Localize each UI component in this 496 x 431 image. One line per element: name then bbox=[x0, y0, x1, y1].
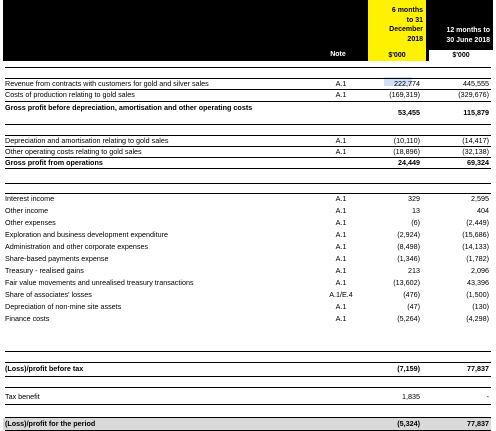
divider bbox=[5, 387, 491, 388]
row-value-six-months: 53,455 bbox=[398, 108, 420, 117]
row-note: A.1 bbox=[335, 136, 347, 145]
table-row bbox=[5, 146, 491, 157]
row-note: A.1/E.4 bbox=[329, 290, 353, 299]
row-value-six-months: (6) bbox=[411, 218, 420, 227]
row-label: Fair value movements and unrealised treasury transactions bbox=[5, 278, 194, 287]
row-note: A.1 bbox=[335, 79, 347, 88]
table-header bbox=[3, 0, 493, 61]
row-value-twelve-months: 2,096 bbox=[471, 266, 489, 275]
row-label: Depreciation and amortisation relating to gold sales bbox=[5, 136, 169, 145]
row-label: Tax benefit bbox=[5, 392, 40, 401]
table-row bbox=[5, 241, 491, 252]
row-value-twelve-months: 2,595 bbox=[471, 194, 489, 203]
table-row bbox=[5, 391, 491, 402]
table-row bbox=[5, 289, 491, 300]
row-value-twelve-months: 115,879 bbox=[463, 108, 489, 117]
row-label: Depreciation of non-mine site assets bbox=[5, 302, 122, 311]
row-value-twelve-months: (1,500) bbox=[466, 290, 489, 299]
twelve-months-column-header bbox=[429, 0, 493, 61]
row-label: Other expenses bbox=[5, 218, 56, 227]
row-label: Share-based payments expense bbox=[5, 254, 109, 263]
row-value-six-months: (1,346) bbox=[397, 254, 420, 263]
row-value-twelve-months: (14,133) bbox=[462, 242, 489, 251]
table-row bbox=[5, 157, 491, 168]
row-value-twelve-months: 404 bbox=[477, 206, 489, 215]
row-value-twelve-months: 77,837 bbox=[467, 364, 489, 373]
row-note: A.1 bbox=[335, 230, 347, 239]
table-row bbox=[5, 217, 491, 228]
row-value-six-months: 222,774 bbox=[394, 79, 420, 88]
row-value-six-months: (169,319) bbox=[389, 90, 420, 99]
row-label: Other operating costs relating to gold sales bbox=[5, 147, 142, 156]
row-value-six-months: 24,449 bbox=[398, 158, 420, 167]
table-row bbox=[5, 229, 491, 240]
note-column-header: Note bbox=[330, 51, 346, 58]
six-months-column-header bbox=[368, 0, 426, 61]
table-row bbox=[5, 277, 491, 288]
row-note: A.1 bbox=[335, 314, 347, 323]
row-label: Exploration and business development expenditure bbox=[5, 230, 169, 239]
divider bbox=[5, 404, 491, 405]
row-value-six-months: 213 bbox=[408, 266, 420, 275]
row-label: Treasury - realised gains bbox=[5, 266, 84, 275]
row-value-twelve-months: (130) bbox=[472, 302, 489, 311]
row-label: Finance costs bbox=[5, 314, 50, 323]
table-row bbox=[5, 363, 491, 374]
row-value-twelve-months: (32,138) bbox=[462, 147, 489, 156]
row-note: A.1 bbox=[335, 302, 347, 311]
row-value-twelve-months: (14,417) bbox=[462, 136, 489, 145]
row-note: A.1 bbox=[335, 206, 347, 215]
row-value-twelve-months: (15,686) bbox=[462, 230, 489, 239]
row-label: Interest income bbox=[5, 194, 55, 203]
table-row bbox=[5, 193, 491, 204]
row-note: A.1 bbox=[335, 90, 347, 99]
row-label: Administration and other corporate expenses bbox=[5, 242, 149, 251]
row-value-twelve-months: 445,555 bbox=[463, 79, 489, 88]
table-row bbox=[5, 102, 491, 124]
row-label: Other income bbox=[5, 206, 49, 215]
six-months-label: 6 months to 31 December 2018 bbox=[389, 7, 423, 43]
row-value-twelve-months: 77,837 bbox=[467, 419, 489, 428]
row-label: Gross profit from operations bbox=[5, 158, 103, 167]
divider bbox=[5, 376, 491, 377]
row-value-six-months: 1,835 bbox=[402, 392, 420, 401]
table-row bbox=[5, 265, 491, 276]
row-note: A.1 bbox=[335, 278, 347, 287]
divider bbox=[5, 351, 491, 352]
divider bbox=[5, 124, 491, 125]
row-value-six-months: (5,324) bbox=[397, 419, 420, 428]
row-value-six-months: (2,924) bbox=[397, 230, 420, 239]
row-value-six-months: 13 bbox=[412, 206, 420, 215]
table-row bbox=[5, 301, 491, 312]
divider bbox=[5, 168, 491, 169]
table-row bbox=[5, 89, 491, 100]
row-note: A.1 bbox=[335, 194, 347, 203]
table-row bbox=[5, 205, 491, 216]
row-value-twelve-months: (4,298) bbox=[466, 314, 489, 323]
six-months-unit: $'000 bbox=[388, 52, 406, 59]
row-note: A.1 bbox=[335, 254, 347, 263]
row-note: A.1 bbox=[335, 266, 347, 275]
row-value-six-months: (47) bbox=[407, 302, 420, 311]
row-label: Costs of production relating to gold sales bbox=[5, 90, 135, 99]
table-row bbox=[5, 253, 491, 264]
row-value-six-months: 329 bbox=[408, 194, 420, 203]
row-value-six-months: (18,896) bbox=[393, 147, 420, 156]
row-value-six-months: (10,110) bbox=[393, 136, 420, 145]
row-value-six-months: (476) bbox=[403, 290, 420, 299]
row-label: Gross profit before depreciation, amortisation and other operating costs bbox=[5, 103, 253, 112]
table-row bbox=[5, 78, 491, 89]
table-row bbox=[5, 418, 491, 429]
row-label: Revenue from contracts with customers for gold and silver sales bbox=[5, 79, 209, 88]
row-value-twelve-months: - bbox=[486, 392, 489, 401]
row-value-twelve-months: 69,324 bbox=[467, 158, 489, 167]
row-value-twelve-months: (329,676) bbox=[458, 90, 489, 99]
row-note: A.1 bbox=[335, 242, 347, 251]
divider bbox=[5, 183, 491, 184]
twelve-months-label: 12 months to 30 June 2018 bbox=[446, 27, 490, 44]
row-value-twelve-months: (1,782) bbox=[466, 254, 489, 263]
row-value-six-months: (13,602) bbox=[393, 278, 420, 287]
row-value-six-months: (8,498) bbox=[397, 242, 420, 251]
row-note: A.1 bbox=[335, 147, 347, 156]
twelve-months-unit: $'000 bbox=[429, 50, 493, 61]
row-value-six-months: (5,264) bbox=[397, 314, 420, 323]
table-row bbox=[5, 135, 491, 146]
row-label: (Loss)/profit before tax bbox=[5, 364, 84, 373]
divider bbox=[5, 67, 491, 68]
row-value-six-months: (7,159) bbox=[397, 364, 420, 373]
row-label: (Loss)/profit for the period bbox=[5, 419, 96, 428]
row-label: Share of associates' losses bbox=[5, 290, 92, 299]
row-note: A.1 bbox=[335, 218, 347, 227]
row-value-twelve-months: 43,396 bbox=[467, 278, 489, 287]
table-row bbox=[5, 313, 491, 324]
row-value-twelve-months: (2,449) bbox=[466, 218, 489, 227]
